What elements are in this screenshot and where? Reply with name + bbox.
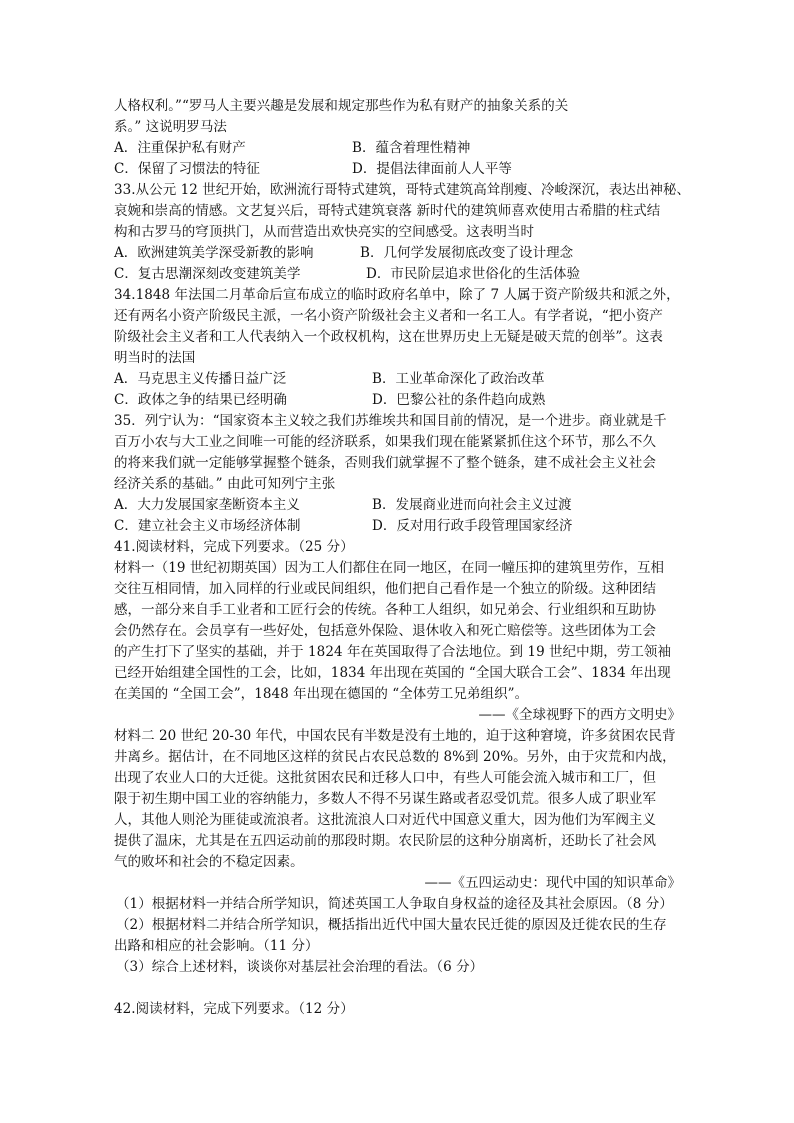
text-line: 提供了温床，尤其是在五四运动前的那段时期。农民阶层的这种分崩离析，还助长了社会风 (114, 833, 656, 849)
source-citation: ——《五四运动史：现代中国的知识革命》 (424, 875, 681, 891)
text-line: 限于初生期中国工业的容纳能力，多数人不得不另谋生路或者忍受饥荒。很多人成了职业军 (114, 791, 656, 807)
option-b: B．发展商业进而向社会主义过渡 (372, 497, 572, 513)
option-d: D．巴黎公社的条件趋向成熟 (372, 392, 546, 408)
text-line: 系。” 这说明罗马法 (114, 119, 227, 135)
material-one: 材料一（19 世纪初期英国）因为工人们都住在同一地区，在同一幢压抑的建筑里劳作，互相 (114, 560, 665, 576)
option-d: D．提倡法律面前人人平等 (352, 161, 512, 177)
text-line: 的将来我们就一定能够掌握整个链条，否则我们就掌握不了整个链条，建不成社会主义社会 (114, 455, 656, 471)
text-line: 百万小农与大工业之间唯一可能的经济联系，如果我们现在能紧紧抓住这个环节，那么不久 (114, 434, 656, 450)
text-line: 阶级社会主义者和工人代表纳入一个政权机构，这在世界历史上无疑是破天荒的创举”。这表 (114, 329, 663, 345)
text-line: 明当时的法国 (114, 350, 196, 366)
sub-question-1: （1）根据材料一并结合所学知识，简述英国工人争取自身权益的途径及其社会原因。（8 分） (116, 896, 673, 912)
text-line: 人格权利。”“罗马人主要兴趣是发展和规定那些作为私有财产的抽象关系的关 (114, 98, 569, 114)
question-34: 34.1848 年法国二月革命后宣布成立的临时政府名单中，除了 7 人属于资产阶级共和派之外， (114, 287, 680, 303)
option-a: A．欧洲建筑美学深受新教的影响 (114, 245, 314, 261)
option-b: B．蕴含着理性精神 (352, 140, 471, 156)
material-two: 材料二 20 世纪 20-30 年代，中国农民有半数是没有土地的，迫于这种窘境，许多贫困农民背 (114, 728, 676, 744)
sub-question-2: （2）根据材料二并结合所学知识，概括指出近代中国大量农民迁徙的原因及迁徙农民的生存 (116, 917, 667, 933)
option-a: A．注重保护私有财产 (114, 140, 246, 156)
text-line: 构和古罗马的穹顶拱门，从而营造出欢快亮实的空间感受。这表明当时 (114, 224, 535, 240)
text-line: 哀婉和崇高的情感。文艺复兴后，哥特式建筑衰落 新时代的建筑师喜欢使用古希腊的柱式结 (114, 203, 661, 219)
option-c: C．建立社会主义市场经济体制 (114, 518, 301, 534)
text-line: 经济关系的基础。” 由此可知列宁主张 (114, 476, 336, 492)
option-b: B．工业革命深化了政治改革 (372, 371, 545, 387)
text-line: 井离乡。据估计，在不同地区这样的贫民占农民总数的 8%到 20%。另外，由于灾荒和内战， (114, 749, 676, 765)
text-line: 会仍然存在。会员享有一些好处，包括意外保险、退休收入和死亡赔偿等。这些团体为工会 (114, 623, 656, 639)
option-d: D．市民阶层追求世俗化的生活体验 (366, 266, 581, 282)
option-a: A．大力发展国家垄断资本主义 (114, 497, 300, 513)
text-line: 出路和相应的社会影响。（11 分） (114, 938, 319, 954)
option-d: D．反对用行政手段管理国家经济 (372, 518, 573, 534)
text-line: 的产生打下了坚实的基础，并于 1824 年在英国取得了合法地位。到 19 世纪中期，劳工领袖 (114, 644, 671, 660)
option-c: C．保留了习惯法的特征 (114, 161, 260, 177)
option-c: C．复古思潮深刻改变建筑美学 (114, 266, 301, 282)
sub-question-3: （3）综合上述材料，谈谈你对基层社会治理的看法。（6 分） (116, 959, 484, 975)
option-a: A．马克思主义传播日益广泛 (114, 371, 287, 387)
text-line: 还有两名小资产阶级民主派，一名小资产阶级社会主义者和一名工人。有学者说，“把小资产 (114, 308, 663, 324)
question-41: 41.阅读材料，完成下列要求。（25 分） (114, 539, 354, 555)
option-b: B．几何学发展彻底改变了设计理念 (360, 245, 574, 261)
text-line: 交往互相同情，加入同样的行业或民间组织，他们把自己看作是一个独立的阶级。这种团结 (114, 581, 656, 597)
text-line: 感，一部分来自手工业者和工匠行会的传统。各种工人组织，如兄弟会、行业组织和互助协 (114, 602, 656, 618)
option-c: C．政体之争的结果已经明确 (114, 392, 287, 408)
question-35: 35．列宁认为：“国家资本主义较之我们苏维埃共和国目前的情况，是一个进步。商业就是千 (114, 413, 667, 429)
question-42: 42.阅读材料，完成下列要求。（12 分） (114, 1001, 354, 1017)
text-line: 人，其他人则沦为匪徒或流浪者。这批流浪人口对近代中国意义重大，因为他们为军阀主义 (114, 812, 656, 828)
text-line: 气的败坏和社会的不稳定因素。 (114, 854, 304, 870)
question-33: 33.从公元 12 世纪开始，欧洲流行哥特式建筑，哥特式建筑高耸削瘦、冷峻深沉，表达出神秘、 (114, 182, 691, 198)
text-line: 在美国的 “全国工会”，1848 年出现在德国的 “全体劳工兄弟组织”。 (114, 686, 529, 702)
source-citation: ——《全球视野下的西方文明史》 (478, 707, 681, 723)
text-line: 出现了农业人口的大迁徙。这批贫困农民和迁移人口中，有些人可能会流入城市和工厂，但 (114, 770, 656, 786)
text-line: 已经开始组建全国性的工会，比如，1834 年出现在英国的 “全国大联合工会”、1834 年出现 (114, 665, 671, 681)
